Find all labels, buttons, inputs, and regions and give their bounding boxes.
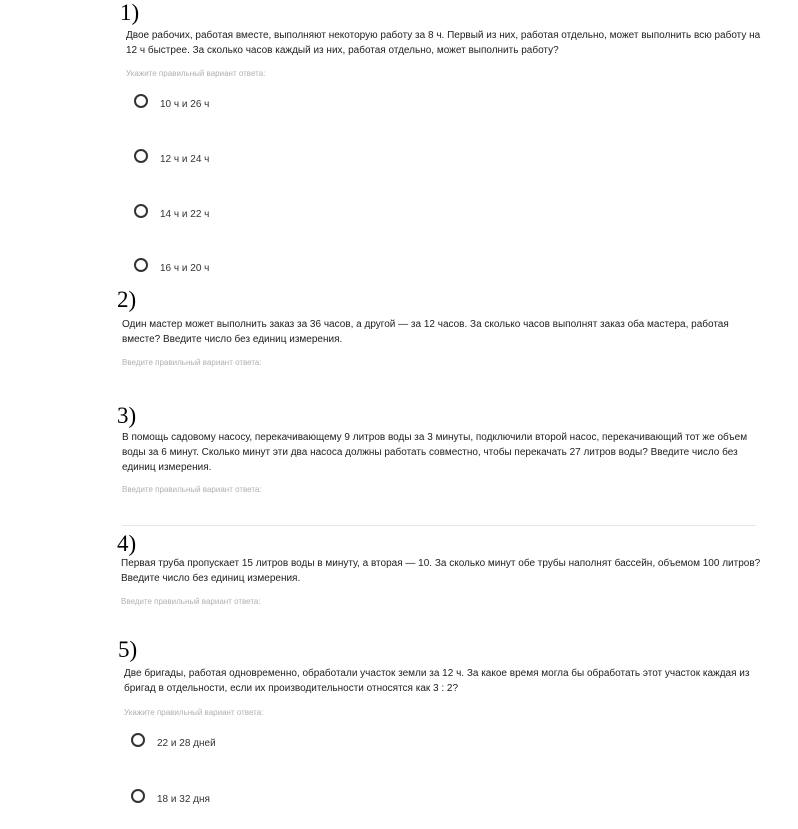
question-text: Один мастер может выполнить заказ за 36 часов, а другой — за 12 часов. За сколько часов выполнят заказ оба мастера, работая вместе? Введите число без единиц измерения. — [122, 319, 729, 345]
question-number: 4) — [117, 531, 137, 556]
question-number: 5) — [118, 637, 138, 662]
radio-button[interactable] — [131, 733, 145, 747]
question-number: 2) — [117, 287, 137, 312]
question-text: Две бригады, работая одновременно, обработали участок земли за 12 ч. За какое время могла бы обработать этот участок каждая из бригад в отдельности, если их производительности относятся как 3 : 2? — [124, 668, 750, 694]
question-number: 1) — [120, 0, 140, 25]
option-label: 18 и 32 дня — [157, 794, 210, 805]
option-label: 22 и 28 дней — [157, 738, 216, 749]
radio-button[interactable] — [134, 149, 148, 163]
radio-button[interactable] — [134, 204, 148, 218]
answer-hint: Укажите правильный вариант ответа: — [124, 708, 264, 717]
divider — [122, 525, 756, 526]
option-label: 14 ч и 22 ч — [160, 209, 210, 220]
option-label: 10 ч и 26 ч — [160, 99, 210, 110]
question-text: В помощь садовому насосу, перекачивающему 9 литров воды за 3 минуты, подключили второй насос, перекачивающий тот же объем воды за 6 минут. Сколько минут эти два насоса должны работать совместно, чтобы перекачать 27 литров воды? Введите число без единиц измерения. — [122, 432, 748, 473]
answer-hint[interactable]: Введите правильный вариант ответа: — [122, 485, 262, 494]
option-label: 12 ч и 24 ч — [160, 154, 210, 165]
answer-hint[interactable]: Введите правильный вариант ответа: — [121, 597, 261, 606]
option-label: 16 ч и 20 ч — [160, 263, 210, 274]
answer-hint[interactable]: Введите правильный вариант ответа: — [122, 358, 262, 367]
radio-button[interactable] — [131, 789, 145, 803]
question-text: Двое рабочих, работая вместе, выполняют некоторую работу за 8 ч. Первый из них, работая отдельно, может выполнить всю работу на 12 ч быстрее. За сколько часов каждый из них, работая отдельно, может выполнить работу? — [126, 30, 761, 56]
question-number: 3) — [117, 403, 137, 428]
radio-button[interactable] — [134, 258, 148, 272]
question-text: Первая труба пропускает 15 литров воды в минуту, а вторая — 10. За сколько минут обе трубы наполнят бассейн, объемом 100 литров? Введите число без единиц измерения. — [121, 558, 761, 584]
answer-hint: Укажите правильный вариант ответа: — [126, 69, 266, 78]
radio-button[interactable] — [134, 94, 148, 108]
